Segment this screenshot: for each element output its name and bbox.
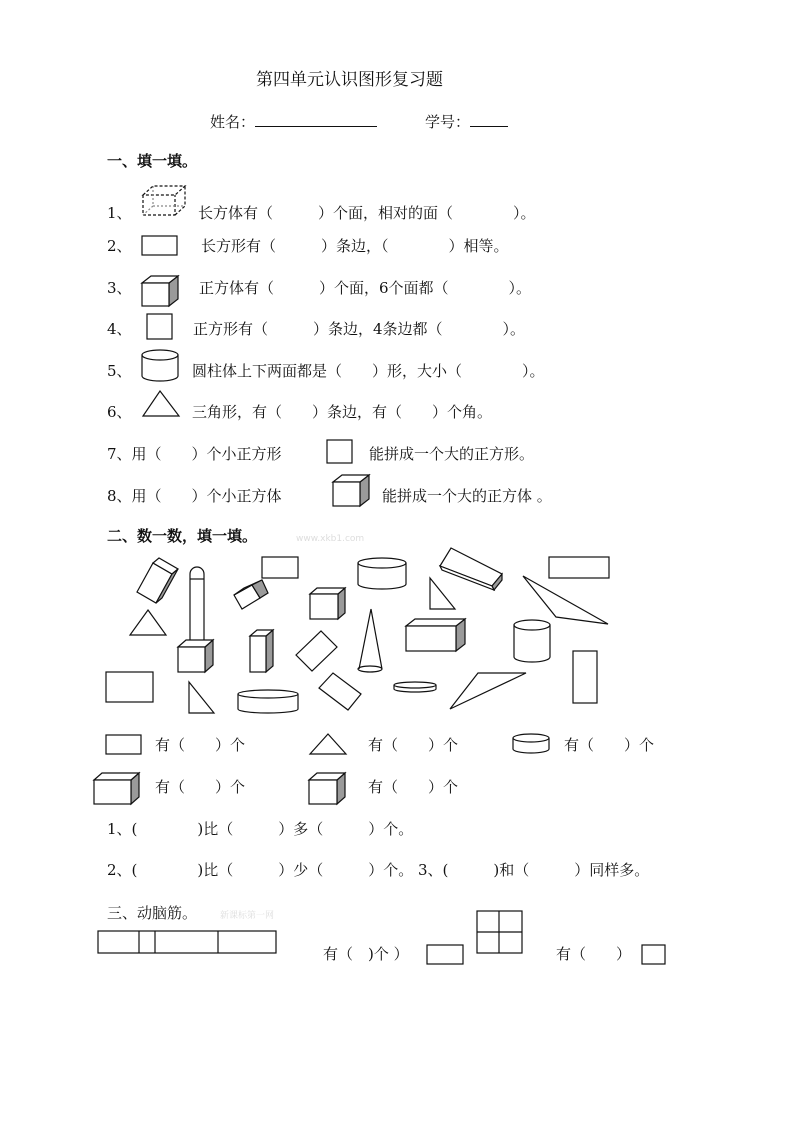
item3-text: 正方体有（ ）个面，6个面都（ ）。 bbox=[199, 279, 532, 297]
count-cylinder-icon bbox=[512, 733, 552, 757]
section3-heading: 三、动脑筋。 bbox=[107, 904, 198, 922]
long-triangle-shape bbox=[450, 673, 526, 709]
tilted-rect-shape-1 bbox=[296, 631, 337, 671]
compare-q1: 1、( )比（ ）多（ ）个。 bbox=[107, 820, 414, 838]
cone-shape bbox=[358, 609, 382, 672]
count-cylinder-text: 有（ ）个 bbox=[564, 736, 655, 754]
tilted-cube-shape bbox=[137, 558, 178, 603]
segmented-rectangle bbox=[97, 930, 279, 956]
item4-num: 4、 bbox=[107, 320, 132, 338]
flat-cylinder-shape bbox=[238, 690, 298, 713]
flat-rect-shape-2 bbox=[549, 557, 609, 578]
triangle-shape-1 bbox=[130, 610, 166, 635]
item4-text: 正方形有（ ）条边，4条边都（ ）。 bbox=[193, 320, 526, 338]
cuboid-shape-1 bbox=[406, 619, 465, 651]
wide-cylinder-shape bbox=[358, 558, 406, 589]
count-triangle-icon bbox=[309, 732, 349, 757]
flat-disk-shape bbox=[394, 682, 436, 692]
id-label-text: 学号： bbox=[425, 113, 471, 131]
item7-pre: 7、用（ ）个小正方形 bbox=[107, 445, 282, 463]
section3-q1-text: 有（ )个 ） bbox=[323, 945, 409, 963]
tall-rect-shape bbox=[573, 651, 597, 703]
section1-heading: 一、填一填。 bbox=[107, 152, 198, 170]
item1-num: 1、 bbox=[107, 204, 132, 222]
count-triangle-text: 有（ ）个 bbox=[368, 736, 459, 754]
flat-rect-shape-1 bbox=[262, 557, 298, 578]
item1-text: 长方体有（ ）个面，相对的面（ ）。 bbox=[198, 204, 536, 222]
section3-q2-text: 有（ ） bbox=[556, 945, 632, 963]
count-cuboid-text: 有（ ）个 bbox=[155, 778, 246, 796]
right-triangle-shape-2 bbox=[189, 682, 214, 713]
rect-shape-left bbox=[106, 672, 153, 702]
obtuse-triangle-shape bbox=[523, 576, 608, 624]
count-rect-icon bbox=[105, 734, 143, 756]
cube-shape-1 bbox=[310, 588, 345, 619]
section2-heading: 二、数一数，填一填。 bbox=[107, 527, 258, 545]
item6-text: 三角形，有（ ）条边，有（ ）个角。 bbox=[192, 403, 493, 421]
item2-num: 2、 bbox=[107, 237, 132, 255]
item7-post: 能拼成一个大的正方形。 bbox=[369, 445, 535, 463]
count-rect-text: 有（ ）个 bbox=[155, 736, 246, 754]
cube-shape-2 bbox=[178, 640, 213, 672]
tall-cuboid-shape bbox=[250, 630, 273, 672]
item3-num: 3、 bbox=[107, 279, 132, 297]
item5-text: 圆柱体上下两面都是（ ）形，大小（ ）。 bbox=[192, 362, 545, 380]
name-label-text: 姓名： bbox=[210, 113, 256, 131]
watermark-1: www.xkb1.com bbox=[296, 534, 365, 544]
count-cuboid-icon bbox=[93, 772, 143, 808]
page-title: 第四单元认识图形复习题 bbox=[256, 70, 443, 90]
cylinder-shape-1 bbox=[514, 620, 550, 662]
item8-pre: 8、用（ ）个小正方体 bbox=[107, 487, 282, 505]
tilted-cuboid-shape bbox=[440, 548, 502, 590]
grid-square-2x2 bbox=[476, 910, 524, 955]
item5-num: 5、 bbox=[107, 362, 132, 380]
small-tilted-cube-shape bbox=[234, 580, 268, 609]
answer-rect-icon bbox=[426, 944, 465, 966]
right-triangle-shape-1 bbox=[430, 578, 455, 609]
answer-square-icon bbox=[641, 944, 667, 966]
count-cube-icon bbox=[308, 772, 350, 808]
watermark-2: 新课标第一网 bbox=[220, 911, 275, 921]
item2-text: 长方形有（ ）条边，（ ）相等。 bbox=[201, 237, 509, 255]
item6-num: 6、 bbox=[107, 403, 132, 421]
tilted-rect-shape-2 bbox=[319, 673, 361, 710]
compare-q2: 2、( )比（ ）少（ ）个。 3、( )和（ ）同样多。 bbox=[107, 861, 650, 879]
count-cube-text: 有（ ）个 bbox=[368, 778, 459, 796]
item8-post: 能拼成一个大的正方体 。 bbox=[382, 487, 552, 505]
